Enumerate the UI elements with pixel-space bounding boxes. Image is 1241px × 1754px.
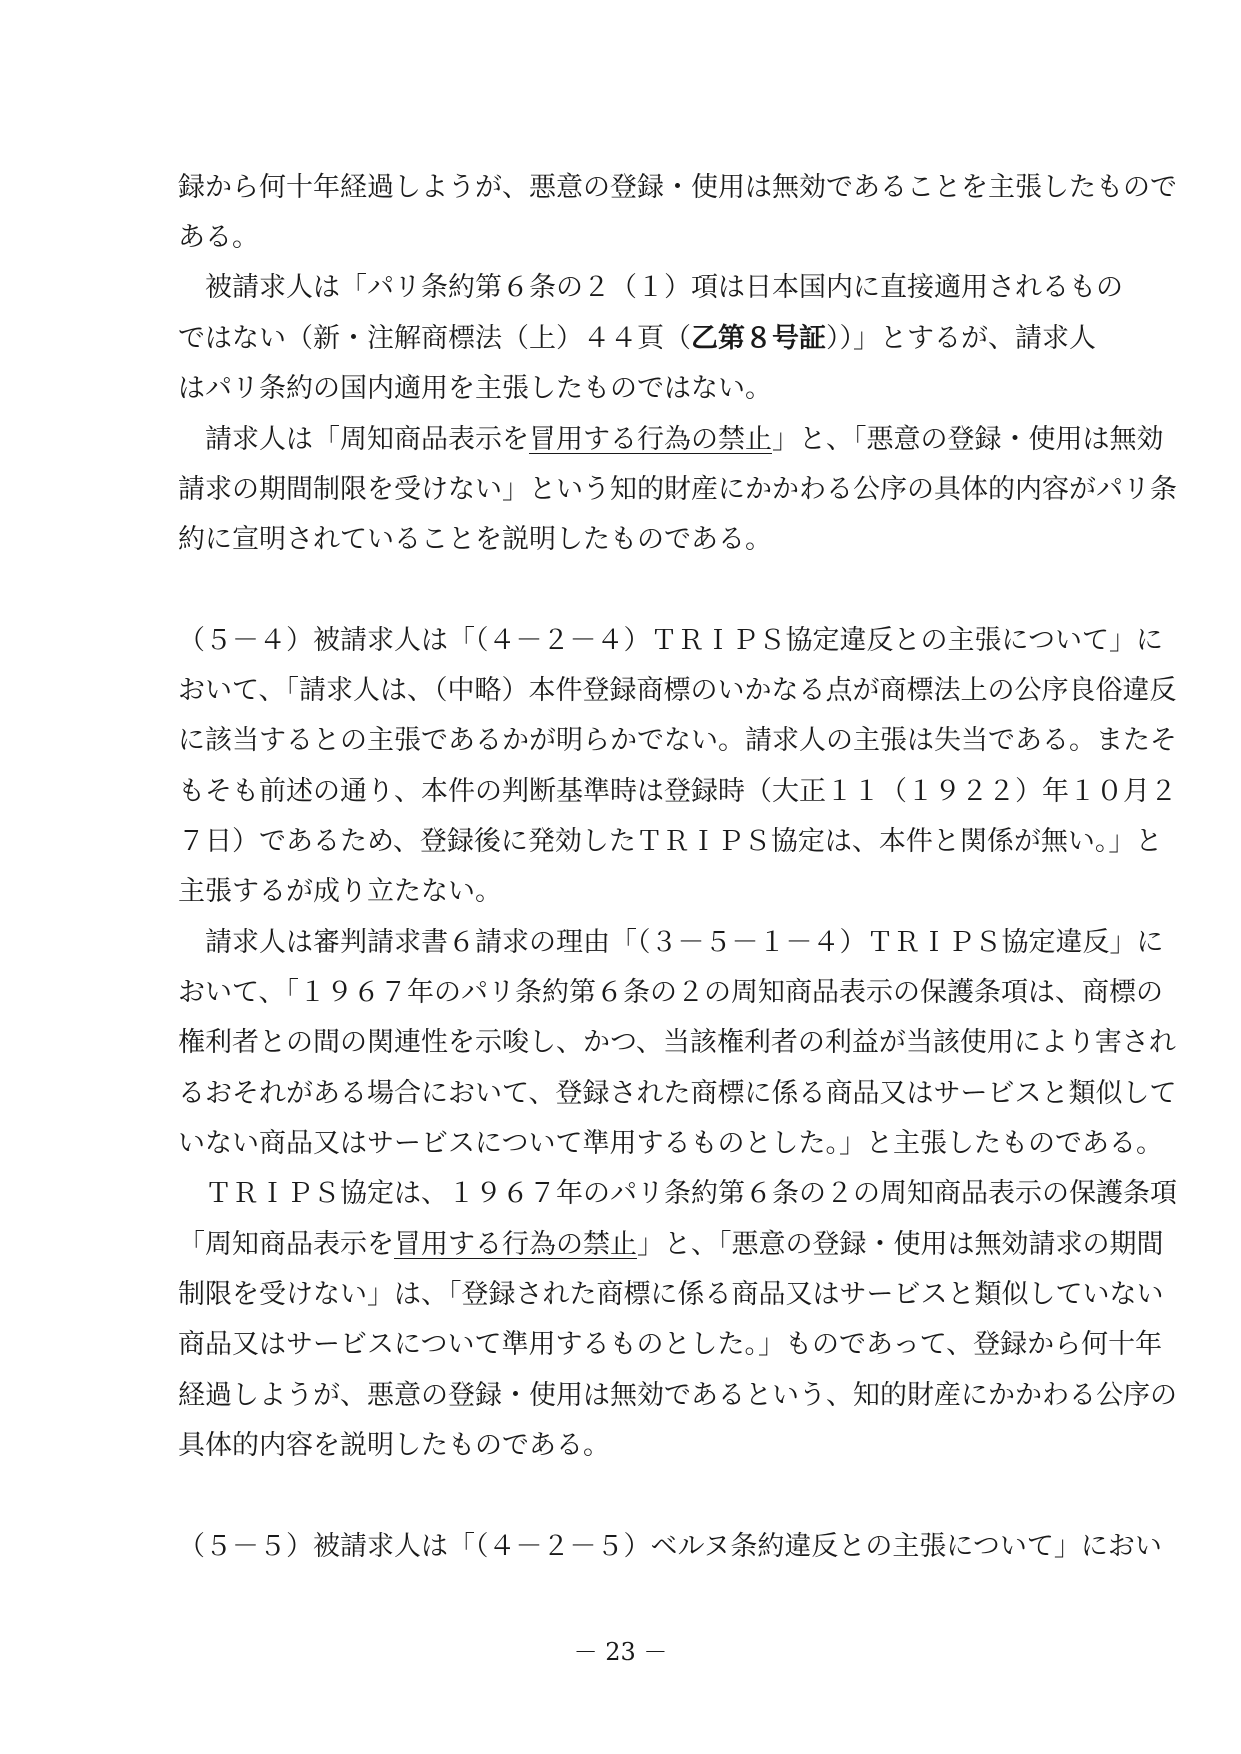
body-line: 約に宣明されていることを説明したものである。 — [178, 524, 772, 555]
body-line: もそも前述の通り、本件の判断基準時は登録時（大正１１（１９２２）年１０月２ — [178, 776, 1177, 807]
body-line: 具体的内容を説明したものである。 — [178, 1430, 610, 1461]
body-line: おいて、「請求人は、（中略）本件登録商標のいかなる点が商標法上の公序良俗違反 — [178, 675, 1177, 706]
body-line: はパリ条約の国内適用を主張したものではない。 — [178, 373, 772, 404]
body-line: 経過しようが、悪意の登録・使用は無効であるという、知的財産にかかわる公序の — [178, 1380, 1177, 1411]
text-run: ））」とするが、請求人 — [826, 323, 1096, 354]
underlined-phrase: 冒用する行為の禁止 — [394, 1229, 637, 1260]
body-line: いない商品又はサービスについて準用するものとした。」と主張したものである。 — [178, 1128, 1163, 1159]
body-line: に該当するとの主張であるかが明らかでない。請求人の主張は失当である。またそ — [178, 725, 1177, 756]
text-run: 請求人は「周知商品表示を — [205, 424, 529, 455]
body-line: ７日）であるため、登録後に発効したＴＲＩＰＳ協定は、本件と関係が無い。」と — [178, 826, 1163, 857]
body-line: 録から何十年経過しようが、悪意の登録・使用は無効であることを主張したもので — [178, 172, 1177, 203]
body-line — [178, 1225, 1164, 1265]
underlined-phrase: 冒用する行為の禁止 — [529, 424, 772, 455]
section-heading-line: （５－４）被請求人は「（４－２－４）ＴＲＩＰＳ協定違反との主張について」に — [178, 625, 1163, 656]
text-run: 「周知商品表示を — [178, 1229, 394, 1260]
text-run: 」と、「悪意の登録・使用は無効請求の期間 — [637, 1229, 1164, 1260]
body-line — [205, 420, 1164, 460]
body-line: おいて、「１９６７年のパリ条約第６条の２の周知商品表示の保護条項は、商標の — [178, 977, 1163, 1008]
body-line: ＴＲＩＰＳ協定は、１９６７年のパリ条約第６条の２の周知商品表示の保護条項 — [205, 1178, 1177, 1209]
body-line: 権利者との間の関連性を示唆し、かつ、当該権利者の利益が当該使用により害され — [178, 1027, 1176, 1058]
body-line: 請求人は審判請求書６請求の理由「（３－５－１－４）ＴＲＩＰＳ協定違反」に — [205, 927, 1164, 958]
body-line: ある。 — [178, 222, 259, 253]
page-number: － 23 － — [573, 1638, 668, 1666]
text-run: ではない（新・注解商標法（上）４４頁（ — [178, 323, 691, 354]
body-line: 商品又はサービスについて準用するものとした。」ものであって、登録から何十年 — [178, 1329, 1163, 1360]
body-line: 主張するが成り立たない。 — [178, 876, 502, 907]
body-line: 請求の期間制限を受けない」という知的財産にかかわる公序の具体的内容がパリ条 — [178, 474, 1177, 505]
section-heading-line: （５－５）被請求人は「（４－２－５）ベルヌ条約違反との主張について」におい — [178, 1531, 1162, 1562]
exhibit-reference: 乙第８号証 — [691, 323, 826, 354]
body-line: るおそれがある場合において、登録された商標に係る商品又はサービスと類似して — [178, 1078, 1177, 1109]
body-line: 制限を受けない」は、「登録された商標に係る商品又はサービスと類似していない — [178, 1279, 1164, 1310]
body-line: 被請求人は「パリ条約第６条の２（１）項は日本国内に直接適用されるもの — [205, 272, 1123, 303]
text-run: 」と、「悪意の登録・使用は無効 — [772, 424, 1164, 455]
body-line — [178, 319, 1096, 359]
